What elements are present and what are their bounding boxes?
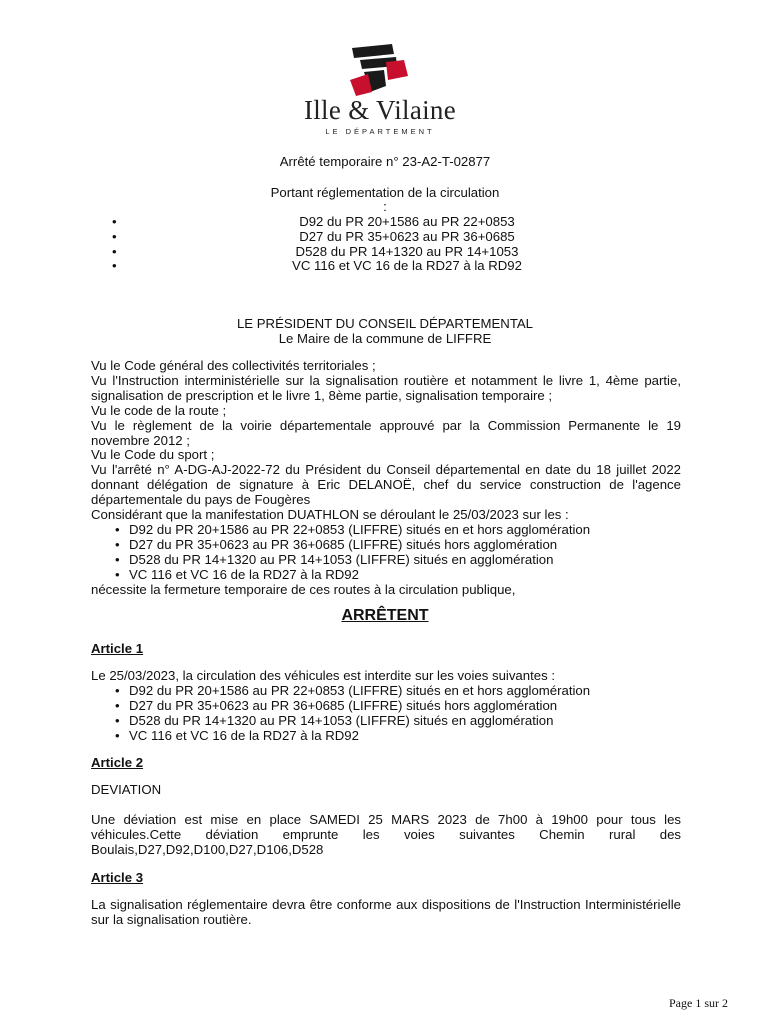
list-item: • VC 116 et VC 16 de la RD27 à la RD92 xyxy=(129,729,681,744)
considerant: Considérant que la manifestation DUATHLON se déroulant le 25/03/2023 sur les : xyxy=(91,507,569,523)
arrete-number: Arrêté temporaire n° 23-A2-T-02877 xyxy=(279,154,491,169)
article-2-text: Une déviation est mise en place SAMEDI 25 MARS 2023 de 7h00 à 19h00 pour tous les véhicules.Cette déviation emprunte les voies suivantes Chemin rural des Boulais,D27,D92,D100,D27,D106,D528 xyxy=(91,812,681,857)
maire-heading: Le Maire de la commune de LIFFRE xyxy=(278,331,492,346)
portant-line: Portant réglementation de la circulation xyxy=(270,185,500,200)
arretent-heading: ARRÊTENT xyxy=(341,607,429,624)
article-1-body xyxy=(91,669,681,744)
department-logo xyxy=(300,40,460,135)
list-item: • D27 du PR 35+0623 au PR 36+0685 (LIFFRE) situés hors agglomération xyxy=(129,699,681,714)
article-1-intro: Le 25/03/2023, la circulation des véhicules est interdite sur les voies suivantes : xyxy=(91,668,556,683)
list-item: • D92 du PR 20+1586 au PR 22+0853 (LIFFRE) situés en et hors agglomération xyxy=(129,684,681,699)
list-item: • D528 du PR 14+1320 au PR 14+1053 xyxy=(112,243,519,259)
necessite-line: nécessite la fermeture temporaire de ces routes à la circulation publique, xyxy=(91,581,516,597)
vu-section xyxy=(91,359,681,598)
list-item: • VC 116 et VC 16 de la RD27 à la RD92 xyxy=(129,568,681,583)
vu-code-route: Vu le code de la route ; xyxy=(91,402,227,418)
vu-cgct: Vu le Code général des collectivités territoriales ; xyxy=(91,358,376,373)
article-3-heading: Article 3 xyxy=(91,870,144,885)
list-item: • D92 du PR 20+1586 au PR 22+0853 xyxy=(112,214,515,229)
vu-reglement: Vu le règlement de la voirie départementale approuvé par la Commission Permanente le 19 novembre 2012 ; xyxy=(91,417,681,448)
vu-arrete-delegation: Vu l'arrêté n° A-DG-AJ-2022-72 du Président du Conseil départemental en date du 18 juillet 2022 donnant délégation de signature à Eric DELANOË, chef du service construction de l'agence départementale du pays de Fougères xyxy=(91,462,681,508)
article-1-heading: Article 1 xyxy=(91,641,144,656)
list-item: • D528 du PR 14+1320 au PR 14+1053 (LIFFRE) situés en agglomération xyxy=(129,714,681,729)
logo-subtitle: LE DÉPARTEMENT xyxy=(325,127,435,136)
president-heading: LE PRÉSIDENT DU CONSEIL DÉPARTEMENTAL xyxy=(236,316,534,331)
considerant-list xyxy=(91,523,681,583)
list-item: • VC 116 et VC 16 de la RD27 à la RD92 xyxy=(112,258,522,274)
vu-instruction: Vu l'Instruction interministérielle sur la signalisation routière et notamment le livre 1, 4ème partie, signalisation de prescription et le livre 1, 8ème partie, signalisation temporaire ; xyxy=(91,372,681,403)
article-3-text: La signalisation réglementaire devra être conforme aux dispositions de l'Instruction Interministérielle sur la signalisation routière. xyxy=(91,897,681,927)
logo-brand-text: Ille & Vilaine xyxy=(303,95,457,125)
page-number: Page 1 sur 2 xyxy=(669,996,728,1010)
list-item: • D92 du PR 20+1586 au PR 22+0853 (LIFFRE) situés en et hors agglomération xyxy=(129,523,681,538)
vu-code-sport: Vu le Code du sport ; xyxy=(91,447,215,463)
list-item: • D528 du PR 14+1320 au PR 14+1053 (LIFFRE) situés en agglomération xyxy=(129,553,681,568)
article-2-heading: Article 2 xyxy=(91,755,144,770)
article-1-list xyxy=(91,684,681,744)
portant-colon: : xyxy=(383,199,387,214)
article-2-deviation-label: DEVIATION xyxy=(91,782,162,797)
list-item: • D27 du PR 35+0623 au PR 36+0685 (LIFFRE) situés hors agglomération xyxy=(129,538,681,553)
logo-emblem-icon xyxy=(300,40,460,100)
title-road-list xyxy=(112,215,582,274)
list-item: • D27 du PR 35+0623 au PR 36+0685 xyxy=(112,228,515,244)
